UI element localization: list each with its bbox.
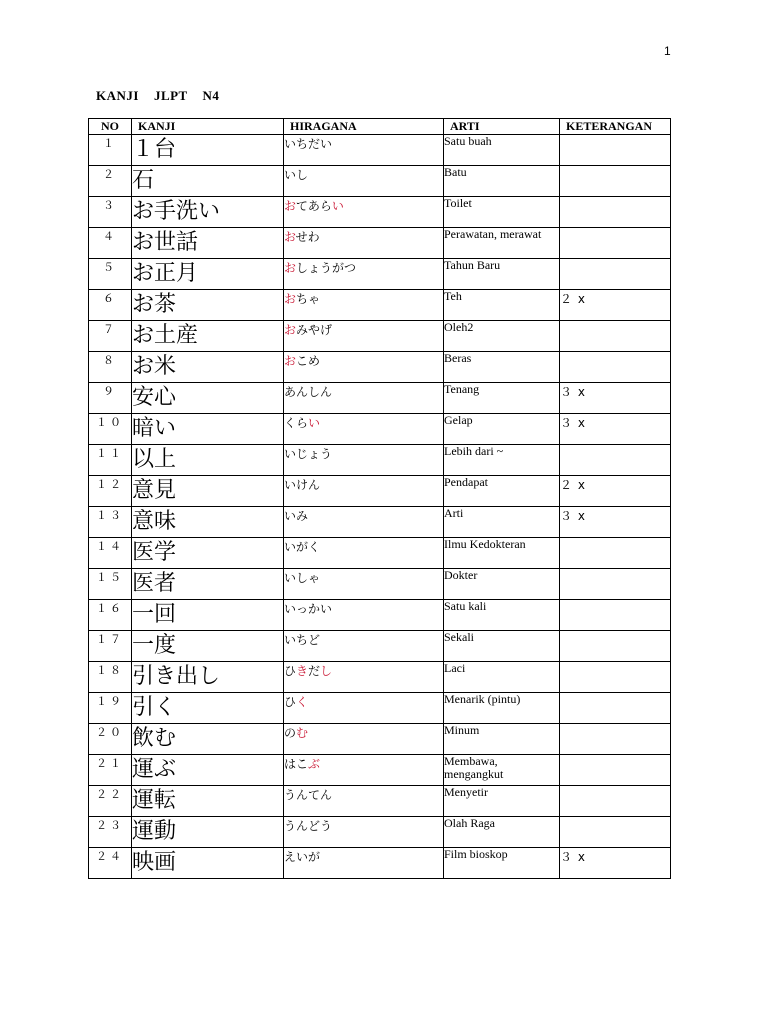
table-row [89, 724, 671, 755]
cell-hiragana [284, 135, 444, 166]
table-row [89, 259, 671, 290]
cell-kanji: 石 [132, 166, 284, 197]
cell-keterangan [560, 352, 671, 383]
table-row [89, 476, 671, 507]
cell-kanji: 引き出し [132, 662, 284, 693]
cell-no: ２ [89, 166, 132, 197]
cell-kanji: 医学 [132, 538, 284, 569]
column-header-kanji: KANJI [132, 119, 284, 135]
cell-no: １１ [89, 445, 132, 476]
hiragana-highlight: お [284, 354, 297, 368]
table-row [89, 321, 671, 352]
cell-no: １０ [89, 414, 132, 445]
page-number: 1 [664, 44, 671, 58]
table-row [89, 166, 671, 197]
cell-no: ２３ [89, 817, 132, 848]
cell-kanji: 引く [132, 693, 284, 724]
cell-no: １７ [89, 631, 132, 662]
cell-arti: Sekali [444, 631, 560, 662]
cell-arti: Menarik (pintu) [444, 693, 560, 724]
cell-arti: Batu [444, 166, 560, 197]
cell-keterangan: ２ x [560, 476, 671, 507]
hiragana-text: ひ [284, 664, 297, 678]
cell-arti: Menyetir [444, 786, 560, 817]
cell-keterangan [560, 600, 671, 631]
cell-keterangan [560, 259, 671, 290]
cell-no: ８ [89, 352, 132, 383]
cell-no: ２２ [89, 786, 132, 817]
cell-kanji: 意見 [132, 476, 284, 507]
cell-keterangan [560, 321, 671, 352]
cell-kanji: 以上 [132, 445, 284, 476]
cell-arti: Tenang [444, 383, 560, 414]
table-row [89, 197, 671, 228]
cell-kanji: 運ぶ [132, 755, 284, 786]
column-header-arti: ARTI [444, 119, 560, 135]
hiragana-highlight: く [296, 695, 309, 709]
hiragana-text: いしゃ [284, 571, 321, 585]
cell-kanji: 一回 [132, 600, 284, 631]
cell-arti: Lebih dari ~ [444, 445, 560, 476]
cell-hiragana [284, 569, 444, 600]
cell-keterangan [560, 817, 671, 848]
table-row [89, 352, 671, 383]
cell-hiragana [284, 538, 444, 569]
cell-hiragana [284, 321, 444, 352]
cell-kanji: お世話 [132, 228, 284, 259]
table-row [89, 662, 671, 693]
cell-hiragana [284, 755, 444, 786]
hiragana-text: の [284, 726, 297, 740]
cell-kanji: 暗い [132, 414, 284, 445]
hiragana-highlight: い [331, 199, 344, 213]
table-row [89, 135, 671, 166]
cell-no: ２０ [89, 724, 132, 755]
table-row [89, 414, 671, 445]
cell-no: １９ [89, 693, 132, 724]
column-header-keterangan: KETERANGAN [560, 119, 671, 135]
hiragana-highlight: お [284, 230, 296, 244]
table-row [89, 290, 671, 321]
cell-no: ７ [89, 321, 132, 352]
hiragana-text: ひ [284, 695, 297, 709]
cell-no: １２ [89, 476, 132, 507]
cell-arti: Beras [444, 352, 560, 383]
cell-hiragana [284, 197, 444, 228]
cell-arti: Laci [444, 662, 560, 693]
hiragana-text: いし [284, 168, 309, 182]
cell-hiragana [284, 724, 444, 755]
cell-arti: Pendapat [444, 476, 560, 507]
column-header-no: NO [89, 119, 132, 135]
table-row [89, 383, 671, 414]
cell-no: １８ [89, 662, 132, 693]
cell-arti: Gelap [444, 414, 560, 445]
cell-keterangan: ３ x [560, 383, 671, 414]
cell-keterangan: ３ x [560, 848, 671, 879]
hiragana-text: くら [284, 416, 309, 430]
cell-keterangan: ２ x [560, 290, 671, 321]
cell-no: １５ [89, 569, 132, 600]
hiragana-text: せわ [295, 230, 320, 244]
cell-kanji: お茶 [132, 290, 284, 321]
cell-keterangan: ３ x [560, 507, 671, 538]
cell-arti: Satu kali [444, 600, 560, 631]
cell-kanji: お米 [132, 352, 284, 383]
hiragana-text: てあら [295, 199, 332, 213]
cell-hiragana [284, 817, 444, 848]
hiragana-highlight: き [296, 664, 309, 678]
cell-hiragana [284, 476, 444, 507]
hiragana-highlight: お [284, 261, 297, 275]
table-row [89, 786, 671, 817]
cell-keterangan [560, 228, 671, 259]
cell-kanji: 運転 [132, 786, 284, 817]
cell-keterangan [560, 755, 671, 786]
hiragana-highlight: お [284, 292, 297, 306]
cell-hiragana [284, 259, 444, 290]
table-row [89, 600, 671, 631]
cell-kanji: 安心 [132, 383, 284, 414]
table-row [89, 848, 671, 879]
cell-keterangan [560, 166, 671, 197]
kanji-table [88, 118, 671, 879]
cell-no: ２１ [89, 755, 132, 786]
hiragana-highlight: お [284, 199, 296, 213]
hiragana-text: だ [308, 664, 321, 678]
cell-kanji: 運動 [132, 817, 284, 848]
table-row [89, 817, 671, 848]
hiragana-highlight: ぶ [308, 757, 321, 771]
cell-arti: Dokter [444, 569, 560, 600]
hiragana-text: いがく [284, 540, 321, 554]
table-row [89, 507, 671, 538]
cell-hiragana [284, 383, 444, 414]
hiragana-text: いっかい [284, 602, 333, 616]
cell-no: ６ [89, 290, 132, 321]
hiragana-text: こめ [296, 354, 321, 368]
hiragana-text: うんどう [284, 819, 333, 833]
cell-keterangan [560, 445, 671, 476]
cell-hiragana [284, 662, 444, 693]
column-header-hiragana: HIRAGANA [284, 119, 444, 135]
cell-no: １６ [89, 600, 132, 631]
hiragana-text: はこ [284, 757, 309, 771]
table-row [89, 538, 671, 569]
cell-hiragana [284, 631, 444, 662]
cell-keterangan [560, 786, 671, 817]
cell-keterangan [560, 693, 671, 724]
cell-arti: Perawatan, merawat [444, 228, 560, 259]
table-row [89, 445, 671, 476]
hiragana-highlight: い [308, 416, 321, 430]
table-row [89, 631, 671, 662]
cell-arti: Membawa, mengangkut [444, 755, 560, 786]
cell-arti: Film bioskop [444, 848, 560, 879]
hiragana-text: いけん [284, 478, 321, 492]
cell-no: １４ [89, 538, 132, 569]
cell-kanji: １台 [132, 135, 284, 166]
cell-hiragana [284, 507, 444, 538]
cell-kanji: 医者 [132, 569, 284, 600]
table-row [89, 755, 671, 786]
table-row [89, 228, 671, 259]
cell-hiragana [284, 414, 444, 445]
cell-arti: Minum [444, 724, 560, 755]
cell-keterangan [560, 631, 671, 662]
cell-no: ３ [89, 197, 132, 228]
cell-no: １ [89, 135, 132, 166]
cell-arti: Ilmu Kedokteran [444, 538, 560, 569]
cell-arti: Toilet [444, 197, 560, 228]
cell-no: ９ [89, 383, 132, 414]
cell-hiragana [284, 786, 444, 817]
cell-kanji: 映画 [132, 848, 284, 879]
hiragana-text: えいが [284, 850, 321, 864]
hiragana-text: いじょう [284, 447, 333, 461]
cell-hiragana [284, 228, 444, 259]
cell-no: １３ [89, 507, 132, 538]
cell-hiragana [284, 848, 444, 879]
cell-keterangan [560, 662, 671, 693]
cell-no: ２４ [89, 848, 132, 879]
cell-keterangan [560, 135, 671, 166]
document-title: KANJI JLPT N4 [96, 88, 220, 103]
table-row [89, 693, 671, 724]
cell-hiragana [284, 445, 444, 476]
hiragana-text: うんてん [284, 788, 333, 802]
cell-hiragana [284, 600, 444, 631]
table-row [89, 569, 671, 600]
cell-kanji: お土産 [132, 321, 284, 352]
hiragana-text: いちど [284, 633, 321, 647]
cell-keterangan [560, 538, 671, 569]
cell-hiragana [284, 352, 444, 383]
cell-kanji: お正月 [132, 259, 284, 290]
cell-keterangan: ３ x [560, 414, 671, 445]
cell-hiragana [284, 290, 444, 321]
hiragana-text: いみ [284, 509, 309, 523]
cell-kanji: 意味 [132, 507, 284, 538]
hiragana-highlight: む [296, 726, 309, 740]
cell-arti: Satu buah [444, 135, 560, 166]
hiragana-text: ちゃ [296, 292, 321, 306]
hiragana-text: いちだい [284, 137, 333, 151]
cell-keterangan [560, 197, 671, 228]
cell-hiragana [284, 693, 444, 724]
cell-keterangan [560, 724, 671, 755]
cell-kanji: お手洗い [132, 197, 284, 228]
hiragana-text: しょうがつ [296, 261, 357, 275]
cell-no: ４ [89, 228, 132, 259]
cell-no: ５ [89, 259, 132, 290]
cell-kanji: 飲む [132, 724, 284, 755]
hiragana-text: みやげ [296, 323, 333, 337]
cell-kanji: 一度 [132, 631, 284, 662]
cell-arti: Tahun Baru [444, 259, 560, 290]
cell-arti: Olah Raga [444, 817, 560, 848]
cell-arti: Arti [444, 507, 560, 538]
cell-hiragana [284, 166, 444, 197]
cell-arti: Oleh2 [444, 321, 560, 352]
hiragana-highlight: し [320, 664, 333, 678]
hiragana-highlight: お [284, 323, 297, 337]
cell-arti: Teh [444, 290, 560, 321]
hiragana-text: あんしん [284, 385, 333, 399]
table-body [89, 135, 671, 879]
table-header-row [89, 119, 671, 135]
cell-keterangan [560, 569, 671, 600]
